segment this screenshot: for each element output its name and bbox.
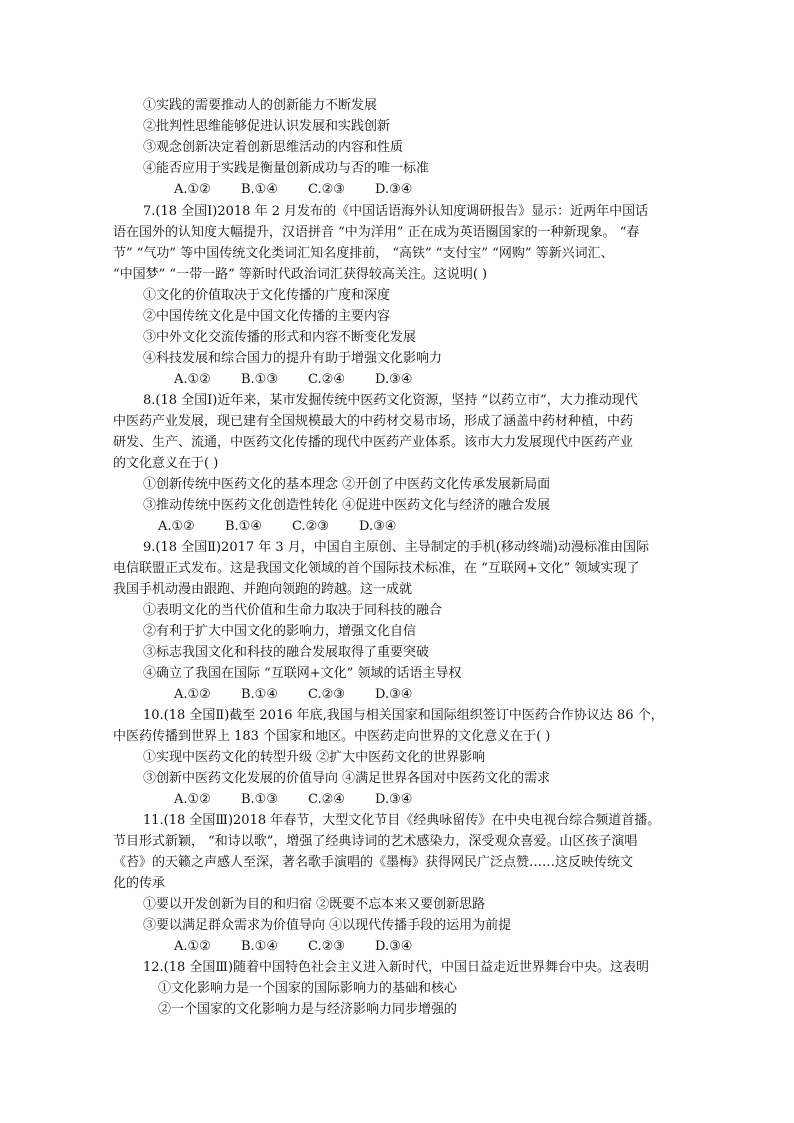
q8-stem-line-1: 8.(18 全国Ⅰ)近年来，某市发掘传统中医药文化资源，坚持 “以药立市”，大力推动现代 — [143, 393, 638, 408]
option-a: A.①② — [174, 687, 211, 702]
q11-stem-line-1: 11.(18 全国Ⅲ)2018 年春节，大型文化节目《经典咏留传》在中央电视台综合频道首播。 — [143, 813, 661, 828]
q11-items-row-1: ①要以开发创新为目的和归宿 ②既要不忘本来又要创新思路 — [143, 897, 486, 912]
q9-item-4: ④确立了我国在国际 “互联网+文化” 领域的话语主导权 — [143, 666, 462, 681]
q7-stem-line-4: “中国梦” “一带一路” 等新时代政治词汇获得较高关注。这说明( ) — [113, 267, 488, 282]
q11-stem-line-2: 节目形式新颖， “和诗以歌”，增强了经典诗词的艺术感染力，深受观众喜爱。山区孩子演唱 — [113, 834, 638, 849]
option-b: B.①④ — [225, 519, 262, 534]
option-c: C.②③ — [308, 687, 345, 702]
q7-stem-line-1: 7.(18 全国Ⅰ)2018 年 2 月发布的《中国话语海外认知度调研报告》显示：近两年中国话 — [143, 204, 649, 219]
option-c: C.②④ — [308, 372, 345, 387]
prev-item-3: ③观念创新决定着创新思维活动的内容和性质 — [143, 140, 404, 155]
q9-item-1: ①表明文化的当代价值和生命力取决于同科技的融合 — [143, 603, 443, 618]
option-b: B.①③ — [241, 372, 278, 387]
option-b: B.①④ — [241, 687, 278, 702]
option-c: C.②③ — [308, 939, 345, 954]
option-b: B.①④ — [241, 939, 278, 954]
q9-item-3: ③标志我国文化和科技的融合发展取得了重要突破 — [143, 645, 430, 660]
q9-stem-line-1: 9.(18 全国Ⅱ)2017 年 3 月，中国自主原创、主导制定的手机(移动终端)动漫标准由国际 — [143, 540, 649, 555]
option-a: A.①② — [174, 372, 211, 387]
q8-items-row-1: ①创新传统中医药文化的基本理念 ②开创了中医药文化传承发展新局面 — [143, 477, 551, 492]
q10-items-row-1: ①实现中医药文化的转型升级 ②扩大中医药文化的世界影响 — [143, 750, 486, 765]
option-a: A.①② — [158, 519, 195, 534]
q7-item-2: ②中国传统文化是中国文化传播的主要内容 — [143, 309, 391, 324]
option-d: D.③④ — [375, 182, 413, 197]
option-c: C.②④ — [308, 792, 345, 807]
prev-item-4: ④能否应用于实践是衡量创新成功与否的唯一标准 — [143, 161, 430, 176]
q7-item-3: ③中外文化交流传播的形式和内容不断变化发展 — [143, 330, 417, 345]
q11-stem-line-4: 化的传承 — [113, 876, 166, 891]
q9-options — [174, 686, 412, 704]
q11-options — [174, 938, 412, 956]
q11-items-row-2: ③要以满足群众需求为价值导向 ④以现代传播手段的运用为前提 — [143, 918, 512, 933]
option-d: D.③④ — [375, 372, 413, 387]
q10-options — [174, 791, 412, 809]
q7-stem-line-3: 节” “气功” 等中国传统文化类词汇知名度排前， “高铁” “支付宝” “网购” 等新兴词汇、 — [113, 246, 614, 261]
option-c: C.②③ — [308, 182, 345, 197]
q11-stem-line-3: 《苔》的天籁之声感人至深，著名歌手演唱的《墨梅》获得网民广泛点赞……这反映传统文 — [113, 855, 634, 870]
q12-item-2: ②一个国家的文化影响力是与经济影响力同步增强的 — [158, 1002, 458, 1017]
q9-stem-line-3: 我国手机动漫由跟跑、并跑向领跑的跨越。这一成就 — [113, 582, 413, 597]
prev-item-2: ②批判性思维能够促进认识发展和实践创新 — [143, 119, 391, 134]
option-d: D.③④ — [359, 519, 397, 534]
q10-items-row-2: ③创新中医药文化发展的价值导向 ④满足世界各国对中医药文化的需求 — [143, 771, 551, 786]
q12-item-1: ①文化影响力是一个国家的国际影响力的基础和核心 — [158, 981, 458, 996]
q7-item-1: ①文化的价值取决于文化传播的广度和深度 — [143, 288, 391, 303]
option-d: D.③④ — [375, 687, 413, 702]
q9-stem-line-2: 电信联盟正式发布。这是我国文化领域的首个国际技术标准，在 “互联网+文化” 领域实现了 — [113, 561, 640, 576]
q10-stem-line-2: 中医药传播到世界上 183 个国家和地区。中医药走向世界的文化意义在于( ) — [113, 729, 551, 744]
option-a: A.①② — [174, 939, 211, 954]
option-c: C.②③ — [292, 519, 329, 534]
q8-stem-line-4: 的文化意义在于( ) — [113, 456, 219, 471]
q9-item-2: ②有利于扩大中国文化的影响力，增强文化自信 — [143, 624, 417, 639]
q8-stem-line-2: 中医药产业发展，现已建有全国规模最大的中药材交易市场，形成了涵盖中药材种植，中药 — [113, 414, 634, 429]
q7-stem-line-2: 语在国外的认知度大幅提升，汉语拼音 “中为洋用” 正在成为英语圈国家的一种新现象。 “春 — [113, 225, 640, 240]
q8-items-row-2: ③推动传统中医药文化创造性转化 ④促进中医药文化与经济的融合发展 — [143, 498, 551, 513]
prev-options — [174, 181, 412, 199]
option-d: D.③④ — [375, 792, 413, 807]
q8-options — [158, 518, 396, 536]
option-b: B.①④ — [241, 182, 278, 197]
q8-stem-line-3: 研发、生产、流通，中医药文化传播的现代中医药产业体系。该市大力发展现代中医药产业 — [113, 435, 634, 450]
q12-stem-line-1: 12.(18 全国Ⅲ)随着中国特色社会主义进入新时代，中国日益走近世界舞台中央。这表明 — [143, 960, 650, 975]
option-b: B.①③ — [241, 792, 278, 807]
q7-options — [174, 371, 412, 389]
prev-item-1: ①实践的需要推动人的创新能力不断发展 — [143, 98, 378, 113]
q7-item-4: ④科技发展和综合国力的提升有助于增强文化影响力 — [143, 351, 443, 366]
option-a: A.①② — [174, 792, 211, 807]
option-d: D.③④ — [375, 939, 413, 954]
q10-stem-line-1: 10.(18 全国Ⅱ)截至 2016 年底,我国与相关国家和国际组织签订中医药合作协议达 86 个， — [143, 708, 664, 723]
option-a: A.①② — [174, 182, 211, 197]
